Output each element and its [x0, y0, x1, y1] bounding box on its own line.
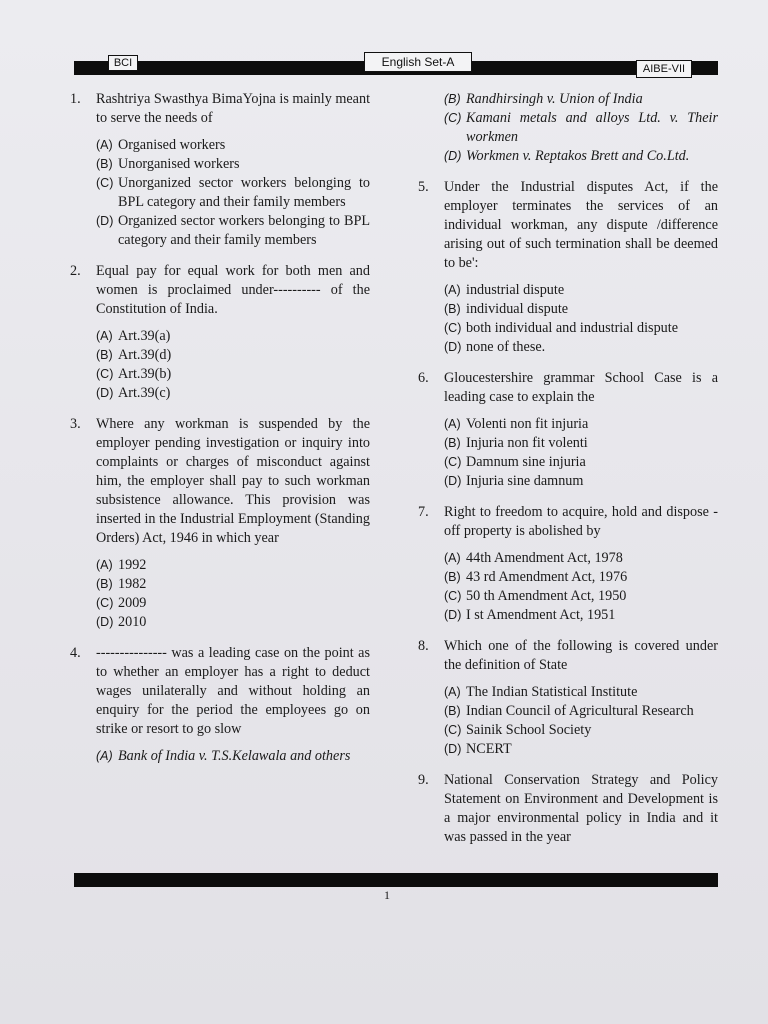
- option-text: Organised workers: [118, 137, 226, 153]
- option-item: [96, 594, 370, 613]
- option-label: (B): [444, 570, 461, 584]
- option-item: [96, 384, 370, 403]
- option-text: Unorganised workers: [118, 156, 240, 172]
- option-item: [96, 212, 370, 250]
- question-number: 8.: [418, 638, 429, 654]
- option-item: [96, 174, 370, 212]
- option-item: [444, 90, 718, 109]
- option-item: [96, 346, 370, 365]
- option-label: (C): [96, 596, 114, 610]
- question-number: 1.: [70, 91, 81, 107]
- question-text: [70, 644, 370, 739]
- question-block: [418, 771, 718, 847]
- option-label: (B): [444, 92, 461, 106]
- options-list: [418, 683, 718, 759]
- option-text: Organized sector workers belonging to BPL category and their family members: [118, 213, 370, 248]
- option-label: (A): [96, 749, 113, 763]
- option-label: (C): [96, 367, 114, 381]
- option-item: [444, 338, 718, 357]
- question-text: [418, 178, 718, 273]
- question-block: [418, 178, 718, 357]
- question-body: Rashtriya Swasthya BimaYojna is mainly meant to serve the needs of: [96, 91, 371, 126]
- option-text: 2010: [118, 614, 147, 630]
- question-body: National Conservation Strategy and Policy Statement on Environment and Development is a major environmental policy in India and it was passed in the year: [444, 772, 718, 845]
- option-label: (C): [444, 321, 462, 335]
- question-body: Under the Industrial disputes Act, if the employer terminates the services of an individual workman, any dispute /difference arising out of such termination shall be deemed to be':: [444, 179, 718, 271]
- options-list: [70, 556, 370, 632]
- option-label: (A): [444, 685, 461, 699]
- option-item: [96, 575, 370, 594]
- option-item: [444, 606, 718, 625]
- option-item: [96, 136, 370, 155]
- option-item: [444, 300, 718, 319]
- option-text: individual dispute: [466, 301, 569, 317]
- header-right-tag: AIBE-VII: [636, 60, 692, 78]
- question-number: 5.: [418, 179, 429, 195]
- question-number: 7.: [418, 504, 429, 520]
- option-label: (B): [444, 436, 461, 450]
- option-text: 2009: [118, 595, 147, 611]
- page-number: 1: [384, 888, 390, 902]
- option-text: NCERT: [466, 741, 512, 757]
- option-label: (C): [444, 455, 462, 469]
- question-body: Right to freedom to acquire, hold and dispose -off property is abolished by: [444, 504, 718, 539]
- options-list: [70, 747, 370, 766]
- option-text: Art.39(b): [118, 366, 172, 382]
- option-label: (C): [444, 589, 462, 603]
- option-label: (A): [96, 138, 113, 152]
- question-body: Equal pay for equal work for both men and women is proclaimed under---------- of the Constitution of India.: [96, 263, 370, 317]
- header-left-tag: BCI: [108, 55, 138, 71]
- option-item: [444, 453, 718, 472]
- option-text: Damnum sine injuria: [466, 454, 586, 470]
- question-number: 6.: [418, 370, 429, 386]
- option-label: (D): [96, 386, 114, 400]
- options-list: [418, 549, 718, 625]
- option-label: (B): [96, 348, 113, 362]
- option-item: [96, 613, 370, 632]
- option-label: (D): [444, 742, 462, 756]
- option-text: The Indian Statistical Institute: [466, 684, 638, 700]
- option-text: Art.39(a): [118, 328, 171, 344]
- option-text: none of these.: [466, 339, 546, 355]
- right-column: [418, 90, 718, 859]
- continued-options: [418, 90, 718, 166]
- footer-bar: [74, 873, 718, 887]
- option-label: (B): [96, 157, 113, 171]
- question-block: [70, 262, 370, 403]
- option-item: [444, 549, 718, 568]
- option-label: (C): [444, 111, 462, 125]
- question-text: [418, 637, 718, 675]
- options-list: [70, 136, 370, 250]
- option-item: [444, 568, 718, 587]
- question-block: [70, 644, 370, 766]
- option-text: Injuria sine damnum: [466, 473, 584, 489]
- option-text: Volenti non fit injuria: [466, 416, 589, 432]
- option-item: [96, 556, 370, 575]
- question-number: 3.: [70, 416, 81, 432]
- option-item: [444, 109, 718, 147]
- option-label: (D): [444, 340, 462, 354]
- option-item: [444, 740, 718, 759]
- option-item: [444, 281, 718, 300]
- option-label: (C): [96, 176, 114, 190]
- option-text: 44th Amendment Act, 1978: [466, 550, 623, 566]
- question-body: Which one of the following is covered under the definition of State: [444, 638, 718, 673]
- option-item: [444, 702, 718, 721]
- option-text: 1992: [118, 557, 147, 573]
- question-text: [418, 369, 718, 407]
- option-label: (A): [96, 329, 113, 343]
- option-label: (C): [444, 723, 462, 737]
- option-text: I st Amendment Act, 1951: [466, 607, 616, 623]
- question-text: [70, 415, 370, 548]
- question-number: 9.: [418, 772, 429, 788]
- option-item: [444, 434, 718, 453]
- option-label: (D): [444, 149, 462, 163]
- question-text: [70, 262, 370, 319]
- option-item: [444, 147, 718, 166]
- question-number: 2.: [70, 263, 81, 279]
- option-text: 50 th Amendment Act, 1950: [466, 588, 627, 604]
- question-body: --------------- was a leading case on the point as to whether an employer has a right to deduct wages unilaterally and without holding an enquiry for the period the employees go on strike or resort to go slow: [96, 645, 370, 737]
- option-label: (D): [444, 608, 462, 622]
- option-item: [444, 319, 718, 338]
- option-text: Workmen v. Reptakos Brett and Co.Ltd.: [466, 148, 690, 164]
- option-text: Unorganized sector workers belonging to BPL category and their family members: [118, 175, 370, 210]
- question-text: [418, 503, 718, 541]
- option-text: 1982: [118, 576, 147, 592]
- option-label: (B): [444, 704, 461, 718]
- option-text: Art.39(c): [118, 385, 171, 401]
- option-label: (A): [96, 558, 113, 572]
- option-text: Sainik School Society: [466, 722, 592, 738]
- option-text: Randhirsingh v. Union of India: [466, 91, 643, 107]
- left-column: [70, 90, 370, 778]
- option-text: Bank of India v. T.S.Kelawala and others: [118, 748, 351, 764]
- option-item: [96, 747, 370, 766]
- option-text: Art.39(d): [118, 347, 172, 363]
- option-text: industrial dispute: [466, 282, 565, 298]
- question-block: [418, 369, 718, 491]
- options-list: [418, 415, 718, 491]
- option-label: (A): [444, 551, 461, 565]
- option-text: both individual and industrial dispute: [466, 320, 679, 336]
- question-block: [70, 415, 370, 632]
- option-label: (D): [96, 615, 114, 629]
- question-number: 4.: [70, 645, 81, 661]
- question-body: Gloucestershire grammar School Case is a leading case to explain the: [444, 370, 718, 405]
- question-body: Where any workman is suspended by the employer pending investigation or inquiry into complaints or charges of misconduct against him, the employer shall pay to such workman subsistence allowance. This provision was inserted in the Industrial Employment (Standing Orders) Act, 1946 in which year: [96, 416, 370, 546]
- option-label: (A): [444, 417, 461, 431]
- option-label: (A): [444, 283, 461, 297]
- option-item: [96, 327, 370, 346]
- option-label: (D): [444, 474, 462, 488]
- options-list: [418, 281, 718, 357]
- option-text: Indian Council of Agricultural Research: [466, 703, 694, 719]
- option-label: (D): [96, 214, 114, 228]
- option-label: (B): [444, 302, 461, 316]
- option-item: [96, 155, 370, 174]
- option-item: [444, 587, 718, 606]
- option-text: Kamani metals and alloys Ltd. v. Their workmen: [466, 110, 718, 145]
- option-item: [444, 721, 718, 740]
- option-item: [444, 472, 718, 491]
- option-item: [444, 683, 718, 702]
- option-item: [444, 415, 718, 434]
- option-item: [96, 365, 370, 384]
- option-label: (B): [96, 577, 113, 591]
- question-block: [418, 637, 718, 759]
- question-block: [70, 90, 370, 250]
- options-list: [70, 327, 370, 403]
- option-text: Injuria non fit volenti: [466, 435, 588, 451]
- header-center-tag: English Set-A: [364, 52, 472, 72]
- question-text: [418, 771, 718, 847]
- question-block: [418, 503, 718, 625]
- option-text: 43 rd Amendment Act, 1976: [466, 569, 628, 585]
- question-text: [70, 90, 370, 128]
